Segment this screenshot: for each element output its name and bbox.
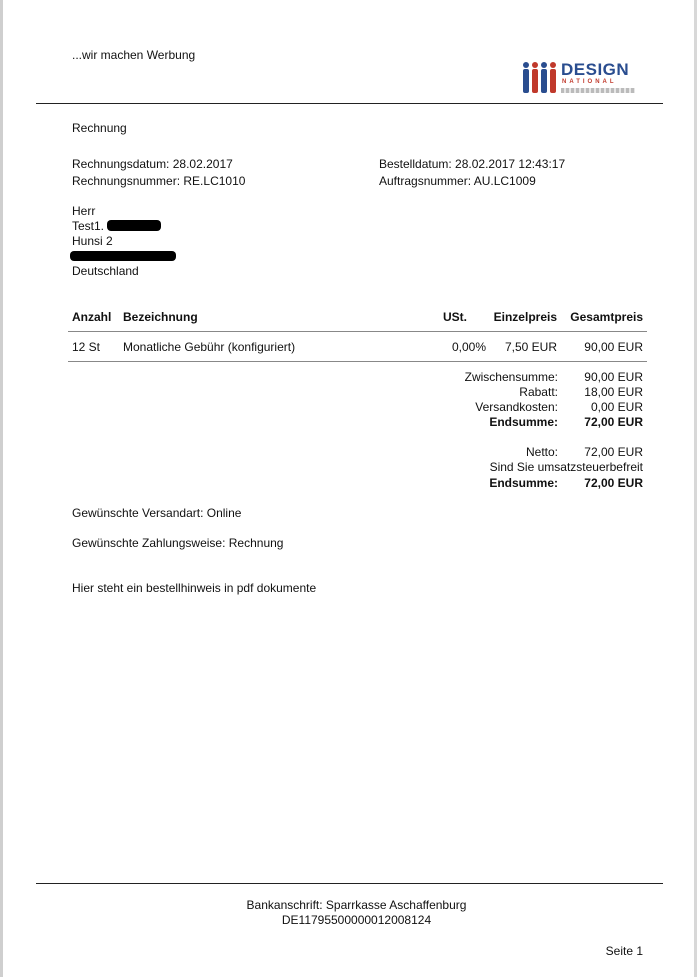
col-header-qty: Anzahl bbox=[72, 310, 112, 324]
row-desc: Monatliche Gebühr (konfiguriert) bbox=[123, 340, 296, 354]
order-date: Bestelldatum: 28.02.2017 12:43:17 bbox=[379, 157, 566, 171]
address-name: Test1. bbox=[72, 219, 105, 233]
order-note: Hier steht ein bestellhinweis in pdf dokumente bbox=[72, 581, 317, 595]
shipping-method: Gewünschte Versandart: Online bbox=[72, 506, 242, 520]
payment-method: Gewünschte Zahlungsweise: Rechnung bbox=[72, 536, 284, 550]
col-header-unit: Einzelpreis bbox=[493, 310, 557, 324]
sum2-label: Endsumme: bbox=[489, 476, 558, 490]
people-figures-icon bbox=[521, 60, 557, 96]
discount-value: 18,00 EUR bbox=[584, 385, 643, 399]
address-country: Deutschland bbox=[72, 264, 139, 278]
logo-bar bbox=[561, 88, 635, 93]
sum2-value: 72,00 EUR bbox=[584, 476, 643, 490]
subtotal-value: 90,00 EUR bbox=[584, 370, 643, 384]
page-edge-left bbox=[0, 0, 3, 977]
slogan: ...wir machen Werbung bbox=[72, 48, 196, 62]
table-bottom-rule bbox=[68, 361, 647, 362]
address-street: Hunsi 2 bbox=[72, 234, 113, 248]
invoice-number: Rechnungsnummer: RE.LC1010 bbox=[72, 174, 246, 188]
row-unit: 7,50 EUR bbox=[504, 340, 557, 354]
shipping-value: 0,00 EUR bbox=[590, 400, 643, 414]
redaction-mark bbox=[70, 251, 176, 261]
bank-iban: DE11795500000012008124 bbox=[281, 913, 432, 927]
footer-rule bbox=[36, 883, 663, 884]
shipping-label: Versandkosten: bbox=[475, 400, 558, 414]
row-total: 90,00 EUR bbox=[584, 340, 643, 354]
col-header-total: Gesamtpreis bbox=[570, 310, 643, 324]
tax-exempt-note: Sind Sie umsatzsteuerbefreit bbox=[489, 460, 643, 474]
header-rule bbox=[36, 103, 663, 104]
net-value: 72,00 EUR bbox=[584, 445, 643, 459]
table-header-rule bbox=[68, 331, 647, 332]
col-header-desc: Bezeichnung bbox=[123, 310, 198, 324]
sum-label: Endsumme: bbox=[489, 415, 558, 429]
logo-sub: NATIONAL bbox=[562, 79, 617, 85]
order-number: Auftragsnummer: AU.LC1009 bbox=[379, 174, 536, 188]
row-qty: 12 St bbox=[72, 340, 101, 354]
discount-label: Rabatt: bbox=[519, 385, 558, 399]
net-label: Netto: bbox=[525, 445, 558, 459]
subtotal-label: Zwischensumme: bbox=[464, 370, 558, 384]
logo-word: DESIGN bbox=[561, 60, 630, 79]
company-logo bbox=[521, 58, 639, 98]
bank-name: Bankanschrift: Sparrkasse Aschaffenburg bbox=[246, 898, 467, 912]
page-number: Seite 1 bbox=[605, 944, 643, 958]
col-header-tax: USt. bbox=[443, 310, 467, 324]
redaction-mark bbox=[107, 220, 161, 231]
document-title: Rechnung bbox=[72, 121, 127, 135]
invoice-date: Rechnungsdatum: 28.02.2017 bbox=[72, 157, 233, 171]
row-tax: 0,00% bbox=[451, 340, 486, 354]
address-salutation: Herr bbox=[72, 204, 96, 218]
sum-value: 72,00 EUR bbox=[584, 415, 643, 429]
